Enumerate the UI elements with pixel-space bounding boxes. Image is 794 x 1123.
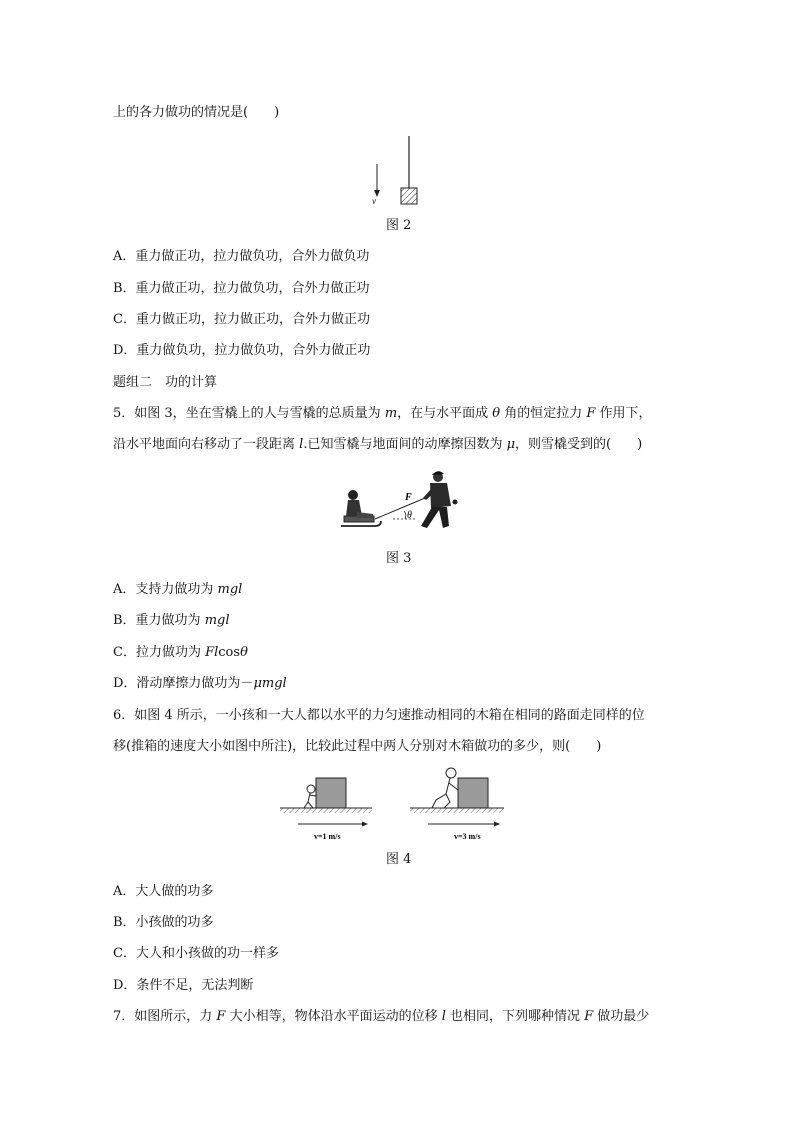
q5-option-d: D．滑动摩擦力做功为－μmgl [113,676,287,691]
theta-label: θ [407,510,412,521]
figure-4-caption: 图 4 [386,852,412,867]
figure-4 [278,762,508,847]
ground-left [280,808,372,813]
child-legs [357,512,373,518]
child-head [348,490,358,500]
q7-stem: 7．如图所示，力 F 大小相等，物体沿水平面运动的位移 l 也相同，下列哪种情况 F 做功最少 [113,1009,650,1024]
q6-option-c: C．大人和小孩做的功一样多 [113,946,279,961]
adult-figure-head [446,768,456,778]
theta-arc [404,511,406,519]
q5-option-b: B．重力做功为 mgl [113,613,230,628]
velocity-label: v [372,196,376,206]
q6-option-d: D．条件不足，无法判断 [113,978,254,993]
hatched-block [401,188,417,204]
q6-option-a: A．大人做的功多 [113,884,214,899]
adult-body [430,483,451,508]
adult-figure-body [432,778,458,808]
q4-option-c: C．重力做正功，拉力做正功，合外力做正功 [113,312,370,327]
figure-2-caption: 图 2 [386,218,412,233]
figure-2 [360,136,440,211]
pull-rope [375,498,425,519]
force-label: F [405,492,412,503]
intro-line: 上的各力做功的情况是( ) [113,105,280,120]
q5-option-c: C．拉力做功为 Flcosθ [113,645,248,660]
adult-glove [453,500,458,505]
speed-label-right: v=3 m/s [454,832,481,841]
q5-stem-line1: 5．如图 3，坐在雪橇上的人与雪橇的总质量为 m，在与水平面成 θ 角的恒定拉力 F 作用下， [113,406,652,421]
child-figure-body [304,793,316,808]
ground-right [410,808,504,813]
q5-option-a: A．支持力做功为 mgl [113,582,243,597]
q4-option-b: B．重力做正功，拉力做负功，合外力做正功 [113,281,370,296]
figure-3 [335,468,465,538]
q4-option-a: A．重力做正功，拉力做负功，合外力做负功 [113,249,370,264]
q6-stem-line1: 6．如图 4 所示，一小孩和一大人都以水平的力匀速推动相同的木箱在相同的路面走同样的位 [113,708,645,723]
q6-stem-line2: 移(推箱的速度大小如图中所注)，比较此过程中两人分别对木箱做功的多少，则( ) [113,739,602,754]
crate-right [458,778,488,808]
crate-left [316,778,346,808]
q4-option-d: D．重力做负功，拉力做负功，合外力做正功 [113,343,371,358]
child-figure-head [307,785,315,793]
section-heading: 题组二 功的计算 [113,375,218,390]
q5-stem-line2: 沿水平地面向右移动了一段距离 l.已知雪橇与地面间的动摩擦因数为 μ，则雪橇受到的( ) [113,437,643,452]
q6-option-b: B．小孩做的功多 [113,915,214,930]
speed-label-left: v=1 m/s [314,832,341,841]
adult-legs [421,507,449,528]
figure-3-caption: 图 3 [386,551,412,566]
